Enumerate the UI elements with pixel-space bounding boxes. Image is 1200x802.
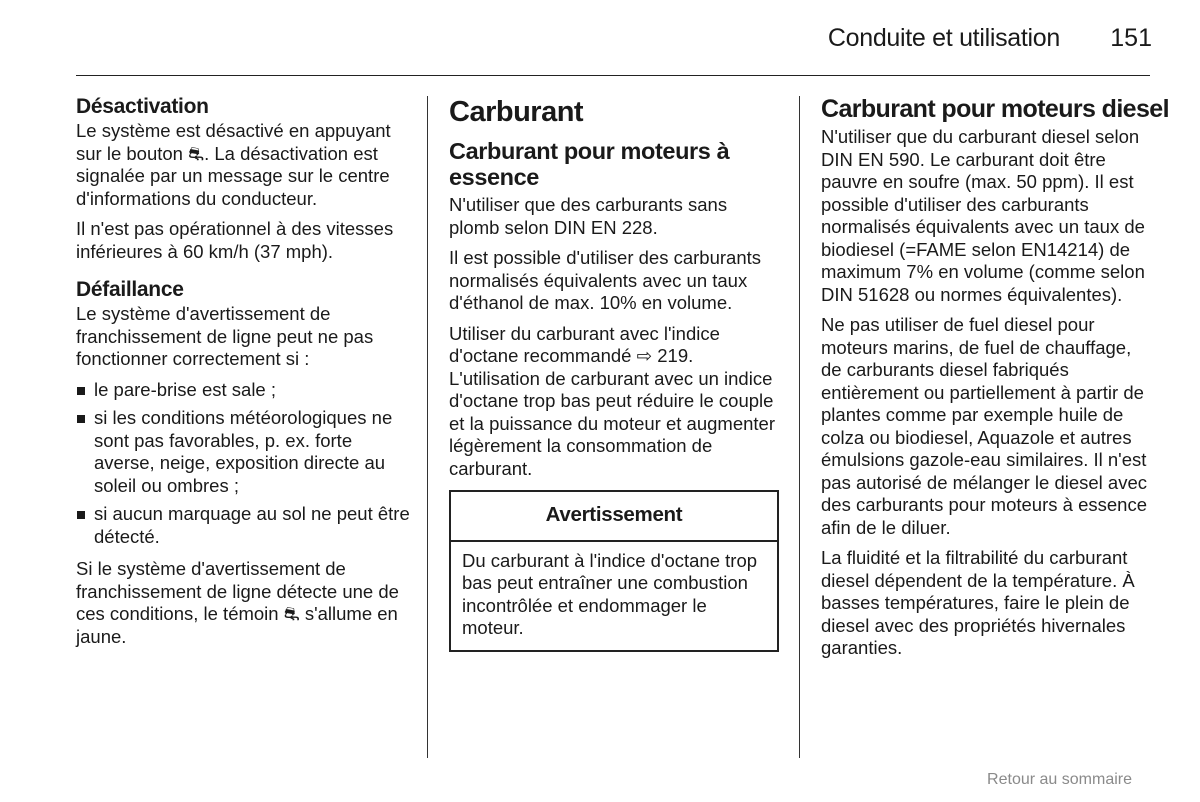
page-header-title: Conduite et utilisation (827, 24, 1060, 52)
column-1 (76, 94, 410, 656)
paragraph: Le système est désactivé en appuyant sur le bouton ⛐. La désactivation est signalée par un message sur le centre d'informations du conducteur. (76, 120, 391, 209)
list-item-text: le pare-brise est sale ; (94, 378, 277, 400)
bullet-square-icon (77, 511, 85, 519)
list-item (76, 407, 410, 497)
paragraph: N'utiliser que du carburant diesel selon DIN EN 590. Le carburant doit être pauvre en soufre (max. 50 ppm). Il est possible d'utiliser des carburants normalisés équivalents avec un taux de biodiesel (=FAME selon EN14214) de maximum 7% en volume (comme selon DIN 51628 ou normes équivalentes). (821, 126, 1145, 305)
heading-diesel-fuel: Carburant pour moteurs diesel (821, 95, 1169, 123)
paragraph: Le système d'avertissement de franchissement de ligne peut ne pas fonctionner correctement si : (76, 303, 374, 369)
warning-text: Du carburant à l'indice d'octane trop bas peut entraîner une combustion incontrôlée et endommager le moteur. (462, 549, 758, 638)
header-rule (76, 75, 1150, 76)
paragraph: Il est possible d'utiliser des carburants normalisés équivalents avec un taux d'éthanol de max. 10% en volume. (449, 247, 762, 313)
column-divider (427, 96, 428, 758)
column-3 (821, 94, 1169, 668)
paragraph: Si le système d'avertissement de franchissement de ligne détecte une de ces conditions, le témoin ⛐ s'allume en jaune. (76, 558, 399, 647)
paragraph: Utiliser du carburant avec l'indice d'octane recommandé ⇨ 219. L'utilisation de carburant avec un indice d'octane trop bas peut réduire le couple et la puissance du moteur et augmenter légèrement la consommation de carburant. (449, 322, 775, 479)
column-2 (449, 94, 779, 652)
heading-petrol-fuel: Carburant pour moteurs à essence (449, 138, 730, 190)
list-item-text: si les conditions météorologiques ne sont pas favorables, p. ex. forte averse, neige, exposition directe au soleil ou ombres ; (94, 407, 393, 496)
list-item-text: si aucun marquage au sol ne peut être détecté. (94, 503, 410, 547)
page-number: 151 (1110, 24, 1152, 52)
column-divider (799, 96, 800, 758)
warning-title: Avertissement (451, 492, 777, 542)
paragraph: Ne pas utiliser de fuel diesel pour moteurs marins, de fuel de chauffage, de carburants diesel fabriqués entièrement ou partiellement à partir de plantes comme par exemple huile de colza ou biodiesel, Aquazole et autres émulsions gazole-eau similaires. Il n'est pas autorisé de mélanger le diesel avec des carburants pour moteurs à essence afin de le diluer. (821, 314, 1147, 538)
paragraph: N'utiliser que des carburants sans plomb selon DIN EN 228. (449, 194, 728, 238)
paragraph: La fluidité et la filtrabilité du carburant diesel dépendent de la température. À basses températures, faire le plein de diesel avec des propriétés hivernales garanties. (821, 547, 1135, 658)
warning-box (449, 490, 779, 652)
list-item (76, 379, 410, 402)
bullet-square-icon (77, 387, 85, 395)
paragraph: Il n'est pas opérationnel à des vitesses inférieures à 60 km/h (37 mph). (76, 218, 394, 262)
heading-deactivation: Désactivation (76, 95, 209, 118)
list-item (76, 503, 410, 548)
bullet-square-icon (77, 415, 85, 423)
back-to-contents-link[interactable]: Retour au sommaire (987, 771, 1132, 788)
bullet-list (76, 379, 410, 549)
section-title-carburant: Carburant (449, 96, 584, 128)
heading-failure: Défaillance (76, 278, 184, 301)
